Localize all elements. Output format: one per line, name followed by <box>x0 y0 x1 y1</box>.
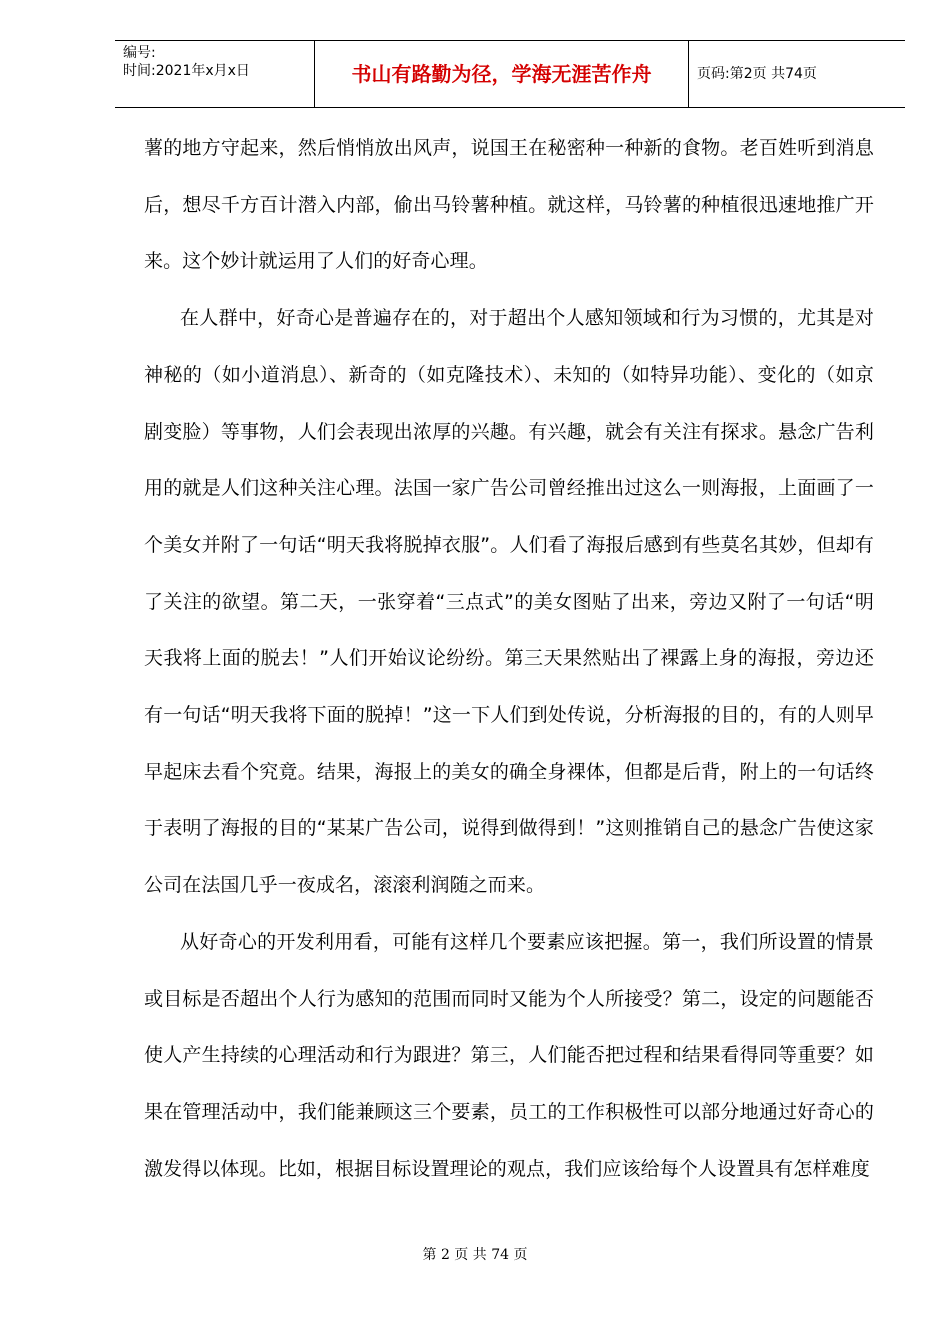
page-header <box>115 40 905 108</box>
page-footer: 第 2 页 共 74 页 <box>422 1247 528 1263</box>
time-label: 时间:2021年x月x日 <box>123 63 250 79</box>
paragraph-2: 在人群中，好奇心是普遍存在的，对于超出个人感知领域和行为习惯的，尤其是对神秘的（如小道消息）、新奇的（如克隆技术）、未知的（如特异功能）、变化的（如京剧变脸）等事物，人们会表现出浓厚的兴趣。有兴趣，就会有关注有探求。悬念广告利用的就是人们这种关注心理。法国一家广告公司曾经推出过这么一则海报，上面画了一个美女并附了一句话“明天我将脱掉衣服”。人们看了海报后感到有些莫名其妙，但却有了关注的欲望。第二天，一张穿着“三点式”的美女图贴了出来，旁边又附了一句话“明天我将上面的脱去！”人们开始议论纷纷。第三天果然贴出了裸露上身的海报，旁边还有一句话“明天我将下面的脱掉！”这一下人们到处传说，分析海报的目的，有的人则早早起床去看个究竟。结果，海报上的美女的确全身裸体，但都是后背，附上的一句话终于表明了海报的目的“某某广告公司，说得到做得到！”这则推销自己的悬念广告使这家公司在法国几乎一夜成名，滚滚利润随之而来。 <box>144 307 874 897</box>
header-meta <box>115 41 315 107</box>
header-page-info: 页码:第2页 共74页 <box>697 66 817 82</box>
document-body <box>144 120 874 1197</box>
serial-label: 编号: <box>123 45 156 61</box>
paragraph-3: 从好奇心的开发利用看，可能有这样几个要素应该把握。第一，我们所设置的情景或目标是否超出个人行为感知的范围而同时又能为个人所接受？第二，设定的问题能否使人产生持续的心理活动和行为跟进？第三，人们能否把过程和结果看得同等重要？如果在管理活动中，我们能兼顾这三个要素，员工的工作积极性可以部分地通过好奇心的激发得以体现。比如，根据目标设置理论的观点，我们应该给每个人设置具有怎样难度 <box>144 930 874 1180</box>
header-motto: 书山有路勤为径，学海无涯苦作舟 <box>315 41 689 107</box>
paragraph-1: 薯的地方守起来，然后悄悄放出风声，说国王在秘密种一种新的食物。老百姓听到消息后，想尽千方百计潜入内部，偷出马铃薯种植。就这样，马铃薯的种植很迅速地推广开来。这个妙计就运用了人们的好奇心理。 <box>144 137 874 273</box>
